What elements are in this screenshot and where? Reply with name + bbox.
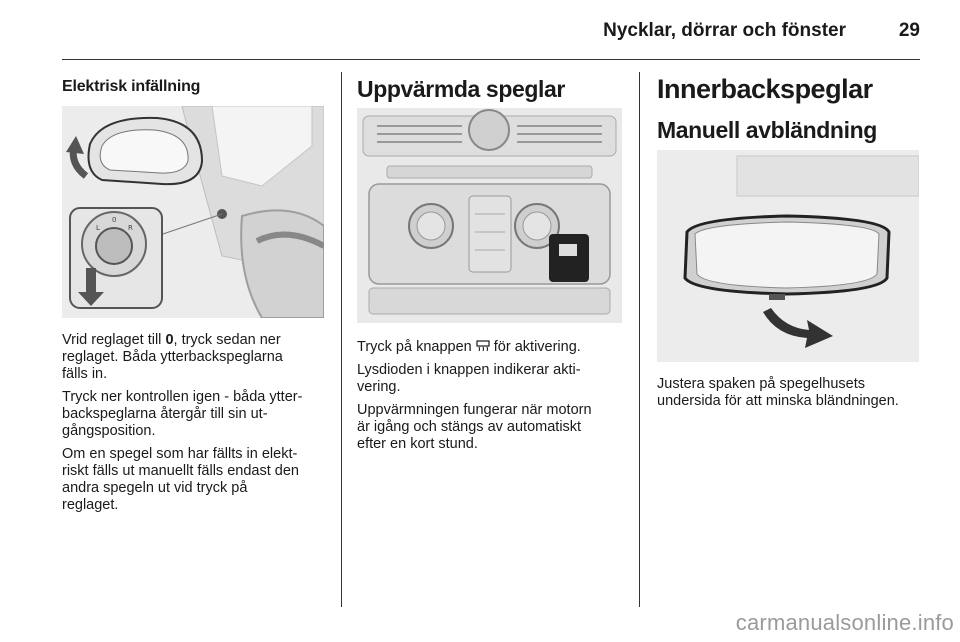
column-divider-2 <box>639 72 640 607</box>
bold-value: 0 <box>165 332 174 348</box>
text-line: undersida för att minska bländningen. <box>657 393 899 409</box>
text-line: riskt fälls ut manuellt fälls endast den <box>62 463 299 479</box>
header-rule <box>62 59 920 60</box>
col3-text <box>657 376 925 416</box>
watermark: carmanualsonline.info <box>735 610 954 635</box>
paragraph <box>62 332 330 383</box>
svg-text:0: 0 <box>112 216 117 224</box>
text-line: fälls in. <box>62 366 108 382</box>
heated-mirror-icon <box>476 340 490 352</box>
column-divider-1 <box>341 72 342 607</box>
paragraph <box>357 362 629 396</box>
text-line: efter en kort stund. <box>357 436 478 452</box>
paragraph <box>357 339 629 356</box>
mirror-fold-illustration <box>62 106 324 318</box>
paragraph <box>62 389 330 440</box>
text-line: för aktivering. <box>489 339 581 355</box>
text-line: Justera spaken på spegelhusets <box>657 376 865 392</box>
text-line: reglaget. Båda ytterbackspeglarna <box>62 349 283 365</box>
text-line: Tryck på knappen <box>357 339 476 355</box>
text-line: Om en spegel som har fällts in elekt- <box>62 446 298 462</box>
page-number: 29 <box>898 20 920 41</box>
climate-panel-illustration <box>357 108 622 323</box>
svg-text:L: L <box>96 224 100 232</box>
text-line: vering. <box>357 379 401 395</box>
section-heading-heated-mirrors: Uppvärmda speglar <box>357 76 565 102</box>
text-line: backspeglarna återgår till sin ut- <box>62 406 268 422</box>
header-title: Nycklar, dörrar och fönster <box>603 20 846 41</box>
text-line: reglaget. <box>62 497 119 513</box>
col1-text <box>62 332 330 520</box>
section-heading-electric-folding: Elektrisk infällning <box>62 78 201 95</box>
paragraph <box>657 376 925 410</box>
text-line: Uppvärmningen fungerar när motorn <box>357 402 592 418</box>
paragraph <box>62 446 330 514</box>
paragraph <box>357 402 629 453</box>
interior-mirror-illustration <box>657 150 919 362</box>
text-line: är igång och stängs av automatiskt <box>357 419 582 435</box>
col2-text <box>357 339 629 459</box>
text-line: Lysdioden i knappen indikerar akti- <box>357 362 581 378</box>
section-heading-interior-mirrors: Innerbackspeglar <box>657 74 873 104</box>
text-line: , tryck sedan ner <box>173 332 281 348</box>
text-line: Tryck ner kontrollen igen - båda ytter- <box>62 389 303 405</box>
svg-text:R: R <box>128 224 133 232</box>
text-line: Vrid reglaget till <box>62 332 166 348</box>
text-line: gångsposition. <box>62 423 156 439</box>
section-subheading-manual-dimming: Manuell avbländning <box>657 117 877 143</box>
text-line: andra spegeln ut vid tryck på <box>62 480 248 496</box>
page-header <box>62 18 920 62</box>
